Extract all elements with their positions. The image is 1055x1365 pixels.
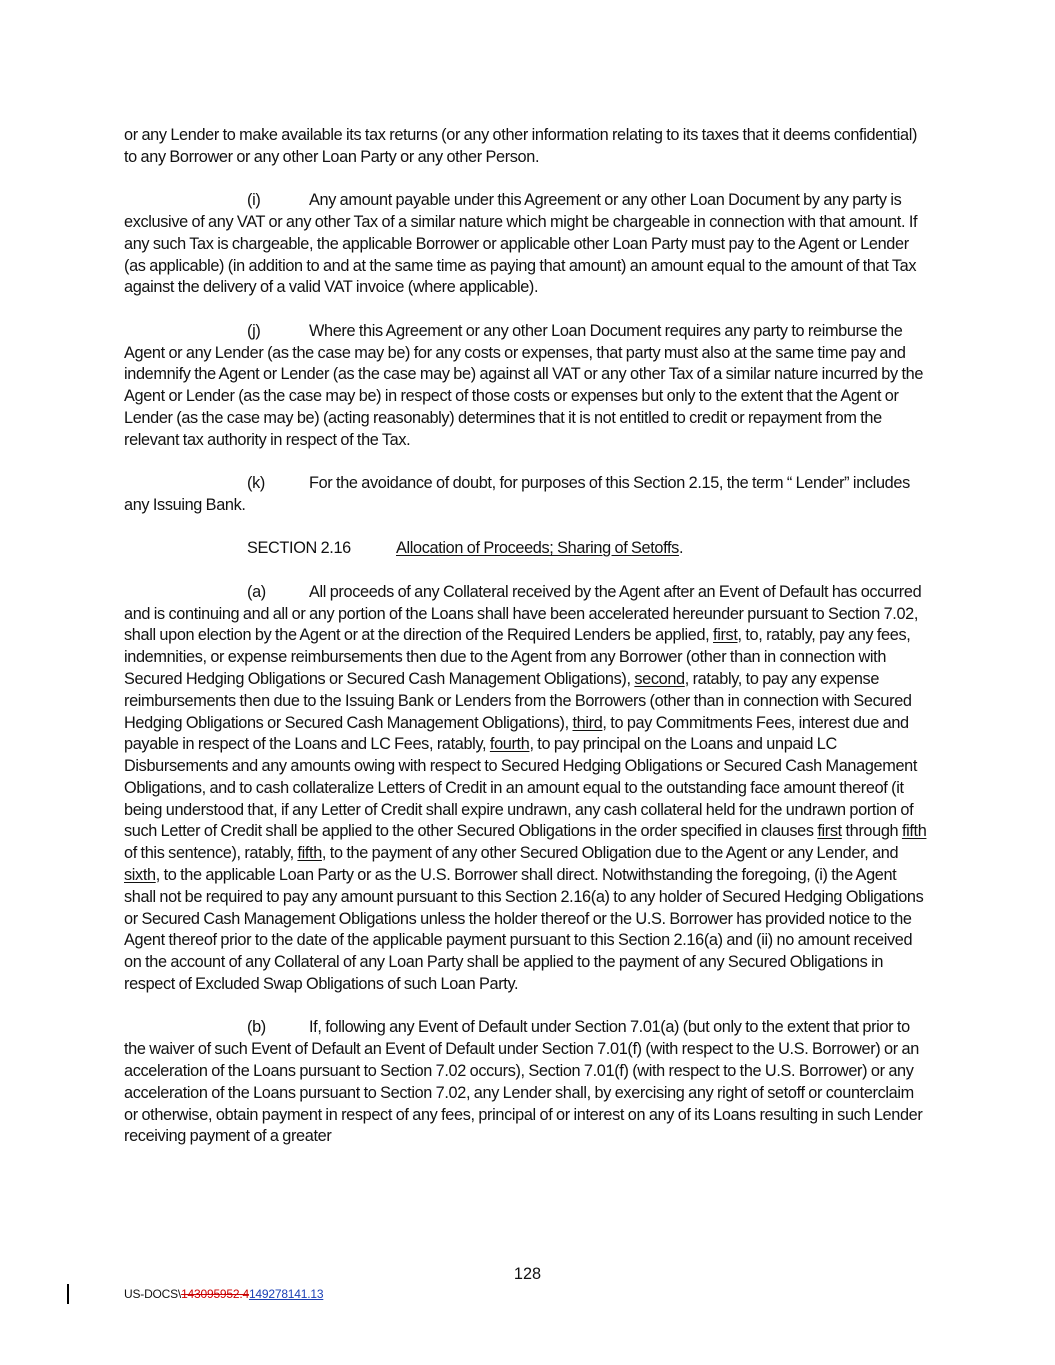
paragraph-marker: (b): [247, 1018, 266, 1037]
page-number: 128: [513, 1265, 542, 1283]
paragraph-text: , ratably, to pay any expense reimbursements then due to the Issuing Bank or Lenders from the Borrowers (other than in connection with Secured Hedging Obligations or Secured Cash Management Obligations),: [124, 669, 912, 732]
paragraph-b: [124, 1017, 930, 1148]
paragraph-a: [124, 582, 930, 996]
ordinal-first: first: [713, 626, 738, 645]
paragraph-text: , to pay Commitments Fees, interest due and payable in respect of the Loans and LC Fees, ratably,: [124, 713, 909, 754]
paragraph-marker: (a): [247, 582, 266, 601]
document-id-prefix: US-DOCS\: [124, 1287, 182, 1301]
paragraph-text: of this sentence), ratably,: [124, 844, 298, 863]
paragraph-text: Any amount payable under this Agreement or any other Loan Document by any party is exclusive of any VAT or any other Tax of a similar nature which might be chargeable in connection with that amount. If any such Tax is chargeable, the applicable Borrower or applicable other Loan Party must pay to the Agent or Lender (as applicable) (in addition to and at the same time as paying that amount) an amount equal to the amount of that Tax against the delivery of a valid VAT invoice (where applicable).: [124, 191, 918, 297]
paragraph-j: [124, 321, 930, 452]
paragraph-text: through: [841, 822, 902, 841]
paragraph-text: , to the payment of any other Secured Obligation due to the Agent or any Lender, and: [321, 844, 899, 863]
paragraph-text: Where this Agreement or any other Loan Document requires any party to reimburse the Agent or any Lender (as the case may be) for any costs or expenses, that party must also at the same time pay and indemnify the Agent or Lender (as the case may be) against all VAT or any other Tax of a similar nature incurred by the Agent or Lender (as the case may be) in respect of those costs or expenses but only to the extent that the Agent or Lender (as the case may be) (acting reasonably) determines that it is not entitled to credit or repayment from the relevant tax authority in respect of the Tax.: [124, 321, 924, 449]
ordinal-fifth: fifth: [901, 822, 927, 841]
paragraph-text: If, following any Event of Default under Section 7.01(a) (but only to the extent that prior to the waiver of such Event of Default an Event of Default under Section 7.01(f) (with respect to the U.S. Borrower) or an acceleration of the Loans pursuant to Section 7.02 occurs), Section 7.01(f) (with respect to the U.S. Borrower) or any acceleration of the Loans pursuant to Section 7.02, any Lender shall, by exercising any right of setoff or counterclaim or otherwise, obtain payment in respect of any fees, principal of or interest on any of its Loans resulting in such Lender receiving payment of a greater: [124, 1018, 923, 1146]
ordinal-fifth: fifth: [297, 844, 322, 863]
paragraph-text: All proceeds of any Collateral received by the Agent after an Event of Default has occurred and is continuing and all or any portion of the Loans shall have been accelerated hereunder pursuant to Section 7.02, shall upon election by the Agent or at the direction of the Required Lenders be applied,: [124, 582, 922, 645]
ordinal-third: third: [572, 713, 603, 732]
change-bar: [67, 1284, 69, 1304]
ordinal-sixth: sixth: [124, 866, 156, 885]
paragraph-marker: (j): [247, 321, 261, 340]
paragraph-text: , to pay principal on the Loans and unpaid LC Disbursements and any amounts owing with respect to Secured Hedging Obligations or Secured Cash Management Obligations, and to cash collateralize Letters of Credit in an amount equal to the outstanding face amount thereof (it being understood that, if any Letter of Credit shall expire undrawn, any cash collateral held for the undrawn portion of such Letter of Credit shall be applied to the other Secured Obligations in the order specified in clauses: [124, 735, 918, 841]
section-title-period: .: [678, 539, 684, 558]
paragraph-marker: (k): [247, 474, 265, 493]
section-heading: [124, 538, 930, 560]
document-body: [124, 125, 930, 1170]
paragraph-text: For the avoidance of doubt, for purposes of this Section 2.15, the term “ Lender” includes any Issuing Bank.: [124, 474, 910, 514]
document-id: [124, 1287, 323, 1301]
paragraph-k: [124, 473, 930, 517]
section-number: SECTION 2.16: [247, 539, 351, 558]
section-title: Allocation of Proceeds; Sharing of Setoffs: [396, 539, 679, 558]
paragraph-i: [124, 190, 930, 299]
paragraph-text: , to, ratably, pay any fees, indemnities, or expense reimbursements then due to the Agent from any Borrower (other than in connection with Secured Hedging Obligations or Secured Cash Management Obligations),: [124, 626, 911, 688]
document-id-inserted: 149278141.13: [248, 1287, 324, 1301]
ordinal-first: first: [817, 822, 842, 841]
paragraph-text: , to the applicable Loan Party or as the U.S. Borrower shall direct. Notwithstanding the foregoing, (i) the Agent shall not be required to pay any amount pursuant to this Section 2.16(a) to any holder of Secured Hedging Obligations or Secured Cash Management Obligations unless the holder thereof or the U.S. Borrower has provided notice to the Agent thereof prior to the date of the applicable payment pursuant to this Section 2.16(a) and (ii) no amount received on the account of any Collateral of any Loan Party shall be applied to the payment of any Secured Obligations in respect of Excluded Swap Obligations of such Loan Party.: [124, 866, 924, 994]
paragraph-marker: (i): [247, 191, 261, 210]
paragraph-continuation: or any Lender to make available its tax returns (or any other information relating to its taxes that it deems confidential) to any Borrower or any other Loan Party or any other Person.: [124, 126, 918, 166]
document-id-deleted: 143095952.4: [181, 1287, 249, 1301]
ordinal-fourth: fourth: [489, 735, 530, 754]
ordinal-second: second: [634, 669, 685, 688]
